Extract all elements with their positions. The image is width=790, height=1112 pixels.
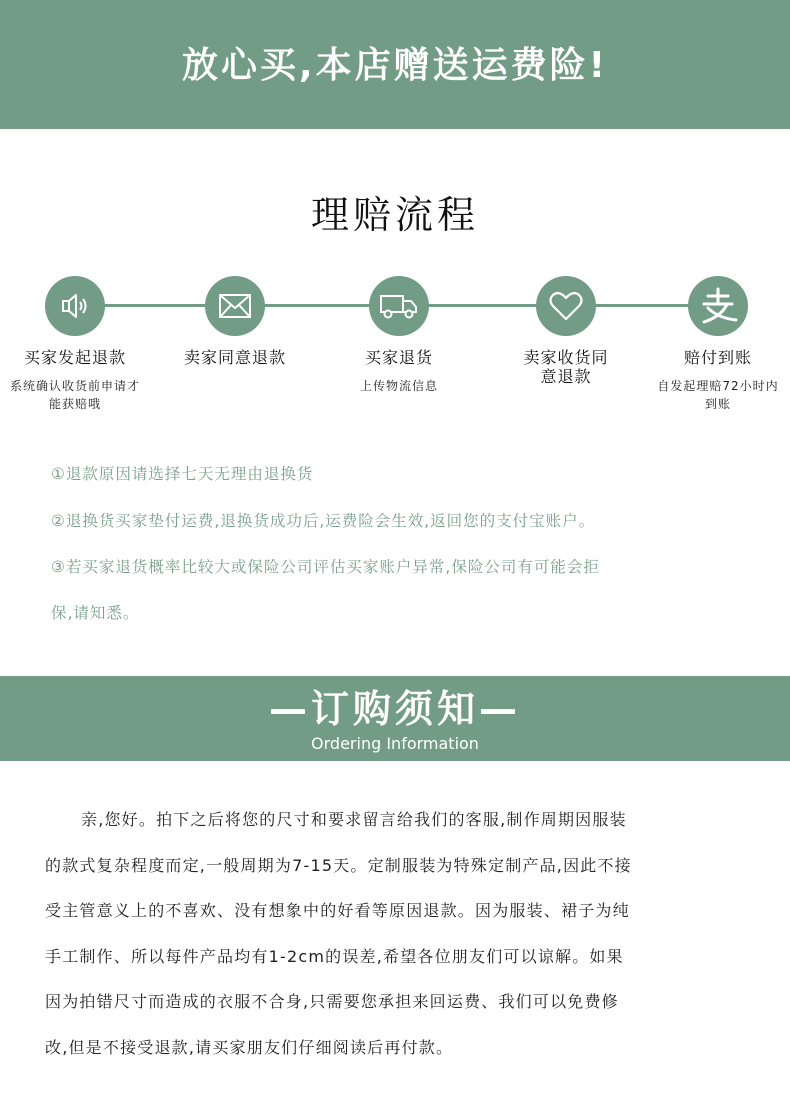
- step-title: 买家退货: [364, 348, 433, 367]
- body-line: 亲,您好。拍下之后将您的尺寸和要求留言给我们的客服,制作周期因服装: [81, 810, 627, 829]
- step-description: 自发起理赔72小时内到账: [657, 379, 779, 411]
- note-line: 保,请知悉。: [51, 604, 140, 622]
- step-buyer-request-refund: [0, 276, 155, 413]
- step-description: 上传物流信息: [359, 379, 438, 393]
- step-buyer-return-goods: [319, 276, 479, 395]
- ordering-subtitle: Ordering Information: [311, 734, 479, 753]
- envelope-icon: [205, 276, 265, 336]
- claims-title: 理赔流程: [310, 193, 479, 237]
- body-line: 手工制作、所以每件产品均有1-2cm的误差,希望各位朋友们可以谅解。如果: [45, 946, 624, 966]
- truck-icon: [369, 276, 429, 336]
- step-seller-receive-refund: [486, 276, 646, 386]
- body-line: 的款式复杂程度而定,一般周期为7-15天。定制服装为特殊定制产品,因此不接: [45, 855, 632, 875]
- step-title: 赔付到账: [683, 348, 752, 367]
- top-banner: [0, 0, 790, 129]
- banner-title: 放心买,本店赠送运费险!: [181, 45, 609, 86]
- step-payout-received: [638, 276, 790, 413]
- body-line: 因为拍错尺寸而造成的衣服不合身,只需要您承担来回运费、我们可以免费修: [45, 992, 619, 1011]
- speaker-icon: [45, 276, 105, 336]
- ordering-banner: [0, 676, 790, 761]
- step-description: 系统确认收货前申请才能获赔哦: [9, 379, 140, 411]
- ordering-body: [45, 797, 745, 1070]
- step-title: 买家发起退款: [23, 348, 126, 367]
- alipay-icon: [688, 276, 748, 336]
- ordering-title: —订购须知—: [268, 687, 521, 731]
- note-line: ③若买家退货概率比较大或保险公司评估买家账户异常,保险公司有可能会拒: [51, 558, 600, 576]
- body-line: 改,但是不接受退款,请买家朋友们仔细阅读后再付款。: [45, 1037, 454, 1057]
- step-seller-agree-refund: [155, 276, 315, 367]
- step-title: 卖家同意退款: [183, 348, 286, 367]
- note-line: ②退换货买家垫付运费,退换货成功后,运费险会生效,返回您的支付宝账户。: [51, 512, 596, 530]
- heart-icon: [536, 276, 596, 336]
- body-line: 受主管意义上的不喜欢、没有想象中的好看等原因退款。因为服装、裙子为纯: [45, 901, 630, 920]
- step-title: 卖家收货同意退款: [523, 348, 609, 386]
- note-line: ①退款原因请选择七天无理由退换货: [51, 465, 314, 483]
